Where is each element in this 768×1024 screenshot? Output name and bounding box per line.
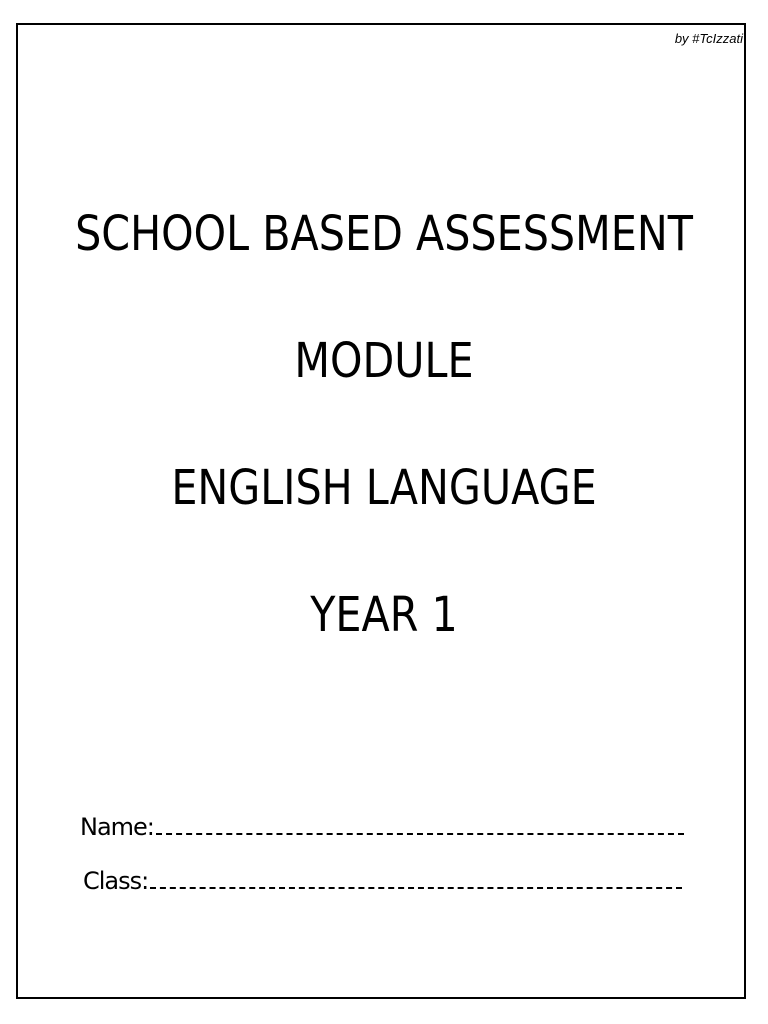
name-blank-line <box>156 833 684 835</box>
name-label: Name: <box>80 813 154 841</box>
title-line-2: MODULE <box>294 333 474 389</box>
author-credit: by #TcIzzati <box>674 31 743 46</box>
class-label: Class: <box>83 867 149 895</box>
title-line-3: ENGLISH LANGUAGE <box>171 460 597 516</box>
name-field <box>80 813 684 841</box>
class-field <box>83 867 682 895</box>
class-blank-line <box>150 887 682 889</box>
title-line-4: YEAR 1 <box>310 587 458 643</box>
title-line-1: SCHOOL BASED ASSESSMENT <box>75 206 693 262</box>
